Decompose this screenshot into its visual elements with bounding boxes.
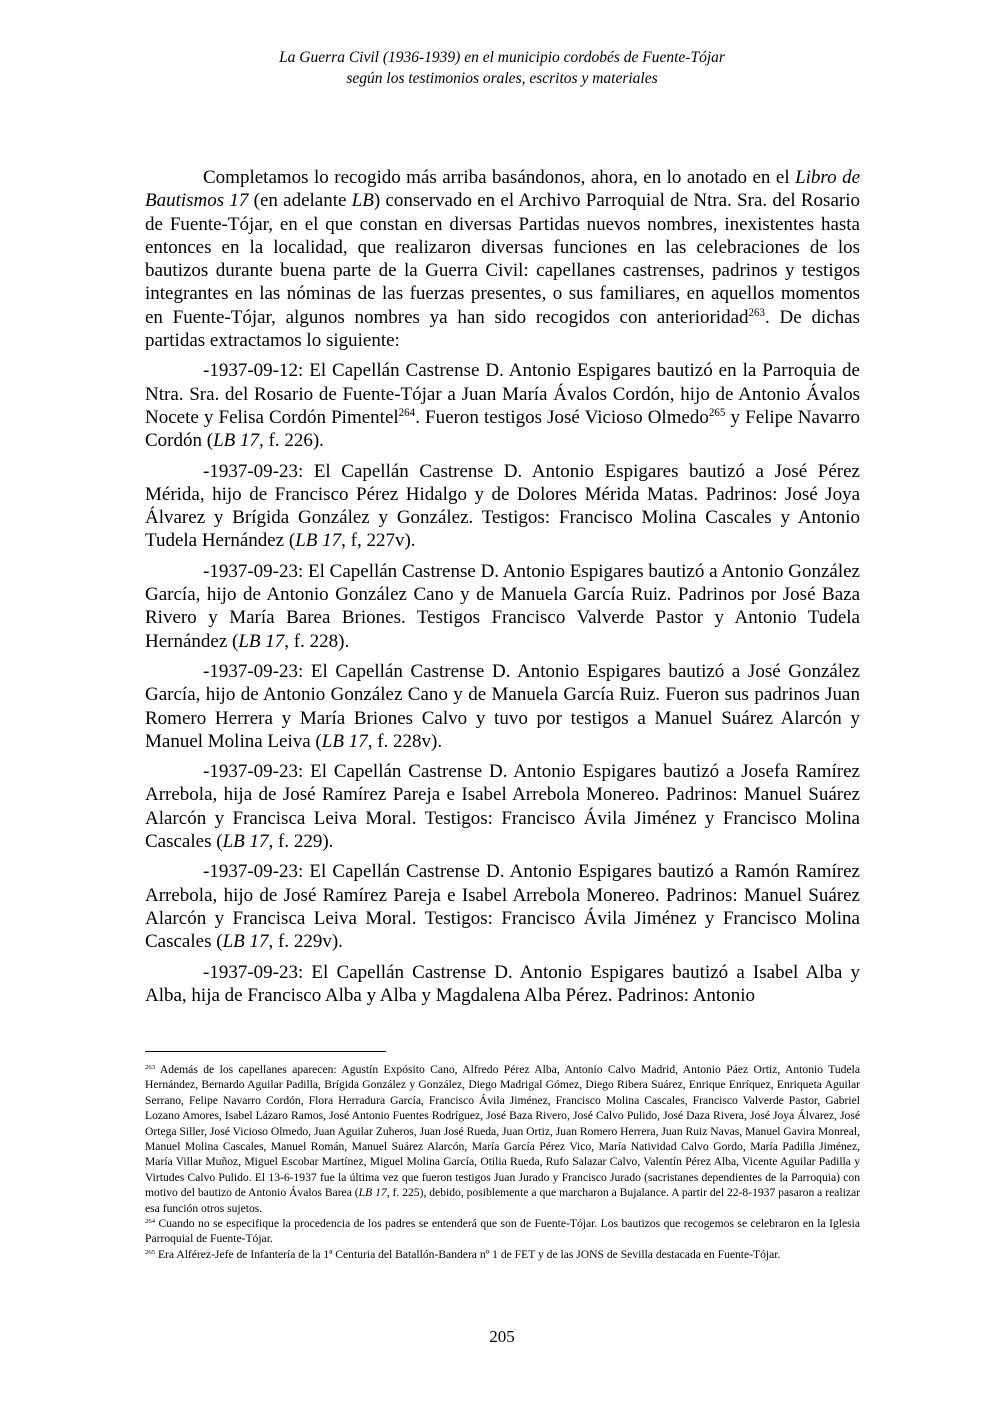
citation-book: LB 17 [358, 1186, 387, 1200]
text-run: . Fueron testigos José Vicioso Olmedo [415, 406, 709, 428]
footnote-ref-264[interactable]: 264 [398, 407, 416, 420]
main-text [145, 166, 860, 1014]
book-title: Libro de Bautismos 17 [145, 167, 861, 212]
paragraph-entry [145, 860, 860, 953]
footnote-number: 264 [145, 1217, 156, 1225]
footnote-text: Era Alférez-Jefe de Infantería de la 1ª Centuria del Batallón-Bandera nº 1 de FET y de las JONS de Sevilla destacada en Fuente-Tójar. [155, 1247, 781, 1261]
footnote-number: 263 [145, 1063, 156, 1071]
footnote-ref-265[interactable]: 265 [708, 407, 726, 420]
footnote-264 [145, 1216, 860, 1247]
footnote-ref-263[interactable]: 263 [748, 306, 766, 319]
running-header [0, 47, 1004, 89]
footnote-text: Además de los capellanes aparecen: Agustín Expósito Cano, Alfredo Pérez Alba, Antonio Calvo Madrid, Antonio Páez Ortiz, Antonio Tudela Hernández, Bernardo Aguilar Padilla, Brígida González y González, Diego Madrigal Gómez, Diego Ribera Suárez, Enrique Enríquez, Enriqueta Aguilar Serrano, Felipe Navarro Cordón, Flora Herradura García, Francisco Ávila Jiménez, Francisco Molina Cascales, Francisco Valverde Pastor, Gabriel Lozano Amores, Isabel Lázaro Ramos, José Antonio Fuentes Rodríguez, José Baza Rivero, José Calvo Pulido, José Daza Rivera, José Joya Álvarez, José Ortega Siller, José Vicioso Olmedo, Juan Aguilar Zuheros, Juan José Rueda, Juan Ortiz, Juan Romero Herrera, Juan Ruiz Navas, Manuel Gavira Monreal, Manuel Molina Cascales, Manuel Román, Manuel Suárez Alarcón, María García Pérez Vico, María Natividad Calvo Gordo, María Padilla Jiménez, María Villar Muñoz, Miguel Escobar Martínez, Miguel Molina García, Otilia Rueda, Rufo Salazar Calvo, Valentín Pérez Alba, Vicente Aguilar Padilla y Virtudes Calvo Pulido. El 13-6-1937 fue la última vez que fueron testigos Juan Jurado y Francisco Jurado (sacristanes dependientes de la Parroquia) con motivo del bautizo de Antonio Ávalos Barea ( [145, 1063, 861, 1200]
citation-book: LB 17 [295, 530, 342, 552]
citation-book: LB 17 [238, 630, 285, 652]
text-run: . De dichas partidas extractamos lo siguiente: [145, 306, 860, 352]
footnote-separator [145, 1051, 386, 1052]
text-run: Completamos lo recogido más arriba basándonos, ahora, en lo anotado en el [203, 167, 796, 188]
citation-book: LB 17 [213, 430, 260, 452]
citation-book: LB 17 [222, 931, 269, 953]
paragraph-entry [145, 560, 860, 653]
header-subtitle-line: según los testimonios orales, escritos y materiales [346, 70, 658, 87]
footnote-263 [145, 1062, 860, 1216]
footnote-number: 265 [145, 1248, 156, 1256]
header-title-line: La Guerra Civil (1936-1939) en el municipio cordobés de Fuente-Tójar [279, 49, 725, 66]
text-run: -1937-09-23: El Capellán Castrense D. Antonio Espigares bautizó a José Pérez Mérida, hijo de Francisco Pérez Hidalgo y de Dolores Mérida Matas. Padrinos: José Joya Álvarez y Brígida González y González. Testigos: Francisco Molina Cascales y Antonio Tudela Hernández ( [145, 460, 860, 552]
footnotes [145, 1062, 860, 1262]
text-run: , f. 228v). [367, 730, 443, 752]
text-run: , f. 228). [284, 630, 350, 652]
paragraph-entry [145, 460, 860, 553]
text-run: , f, 227v). [341, 530, 416, 552]
text-run: ) conservado en el Archivo Parroquial de Ntra. Sra. del Rosario de Fuente-Tójar, en el que constan en diversas Partidas nuevos nombres, inexistentes hasta entonces en la localidad, que realizaron diversas funciones en las celebraciones de los bautizos durante buena parte de la Guerra Civil: capellanes castrenses, padrinos y testigos integrantes en las nóminas de las fuerzas presentes, o sus familiares, en aquellos momentos en Fuente-Tójar, algunos nombres ya han sido recogidos con anterioridad [145, 190, 860, 328]
text-run: -1937-09-12: El Capellán Castrense D. Antonio Espigares bautizó en la Parroquia de Ntra. Sra. del Rosario de Fuente-Tójar a Juan María Ávalos Cordón, hijo de Antonio Ávalos Nocete y Felisa Cordón Pimentel [145, 360, 860, 428]
text-run: , f. 229v). [268, 931, 343, 953]
text-run: (en adelante [248, 190, 352, 212]
citation-book: LB 17 [222, 831, 269, 853]
paragraph-entry [145, 961, 860, 1008]
footnote-265 [145, 1247, 860, 1262]
text-run: , f. 226). [259, 430, 324, 452]
paragraph-entry [145, 359, 860, 452]
citation-book: LB 17 [321, 730, 368, 752]
text-run: -1937-09-23: El Capellán Castrense D. Antonio Espigares bautizó a José González García, hijo de Antonio González Cano y de Manuela García Ruiz. Fueron sus padrinos Juan Romero Herrera y María Briones Calvo y tuvo por testigos a Manuel Suárez Alarcón y Manuel Molina Leiva ( [145, 660, 860, 752]
paragraph-entry [145, 660, 860, 753]
text-run: , f. 229). [268, 831, 334, 853]
page-number: 205 [489, 1327, 515, 1346]
footnote-text: , f. 225), debido, posiblemente a que marcharon a Bujalance. A partir del 22-8-1937 pasaron a realizar esa función otros sujetos. [145, 1186, 860, 1215]
text-run: -1937-09-23: El Capellán Castrense D. Antonio Espigares bautizó a Josefa Ramírez Arrebola, hija de José Ramírez Pareja e Isabel Arrebola Monereo. Padrinos: Manuel Suárez Alarcón y Francisca Leiva Moral. Testigos: Francisco Ávila Jiménez y Francisco Molina Cascales ( [145, 761, 860, 853]
abbreviation: LB [351, 190, 374, 212]
text-run: -1937-09-23: El Capellán Castrense D. Antonio Espigares bautizó a Isabel Alba y Alba, hija de Francisco Alba y Alba y Magdalena Alba Pérez. Padrinos: Antonio [145, 961, 860, 1006]
text-run: -1937-09-23: El Capellán Castrense D. Antonio Espigares bautizó a Ramón Ramírez Arrebola, hijo de José Ramírez Pareja e Isabel Arrebola Monereo. Padrinos: Manuel Suárez Alarcón y Francisca Leiva Moral. Testigos: Francisco Ávila Jiménez y Francisco Molina Cascales ( [145, 861, 860, 953]
text-run: y Felipe Navarro Cordón ( [145, 406, 860, 452]
paragraph-entry [145, 760, 860, 853]
paragraph-intro [145, 166, 860, 352]
footnote-text: Cuando no se especifique la procedencia de los padres se entenderá que son de Fuente-Tójar. Los bautizos que recogemos se celebraron en la Iglesia Parroquial de Fuente-Tójar. [145, 1217, 860, 1246]
text-run: -1937-09-23: El Capellán Castrense D. Antonio Espigares bautizó a Antonio González García, hijo de Antonio González Cano y de Manuela García Ruiz. Padrinos por José Baza Rivero y María Barea Briones. Testigos Francisco Valverde Pastor y Antonio Tudela Hernández ( [145, 560, 860, 652]
